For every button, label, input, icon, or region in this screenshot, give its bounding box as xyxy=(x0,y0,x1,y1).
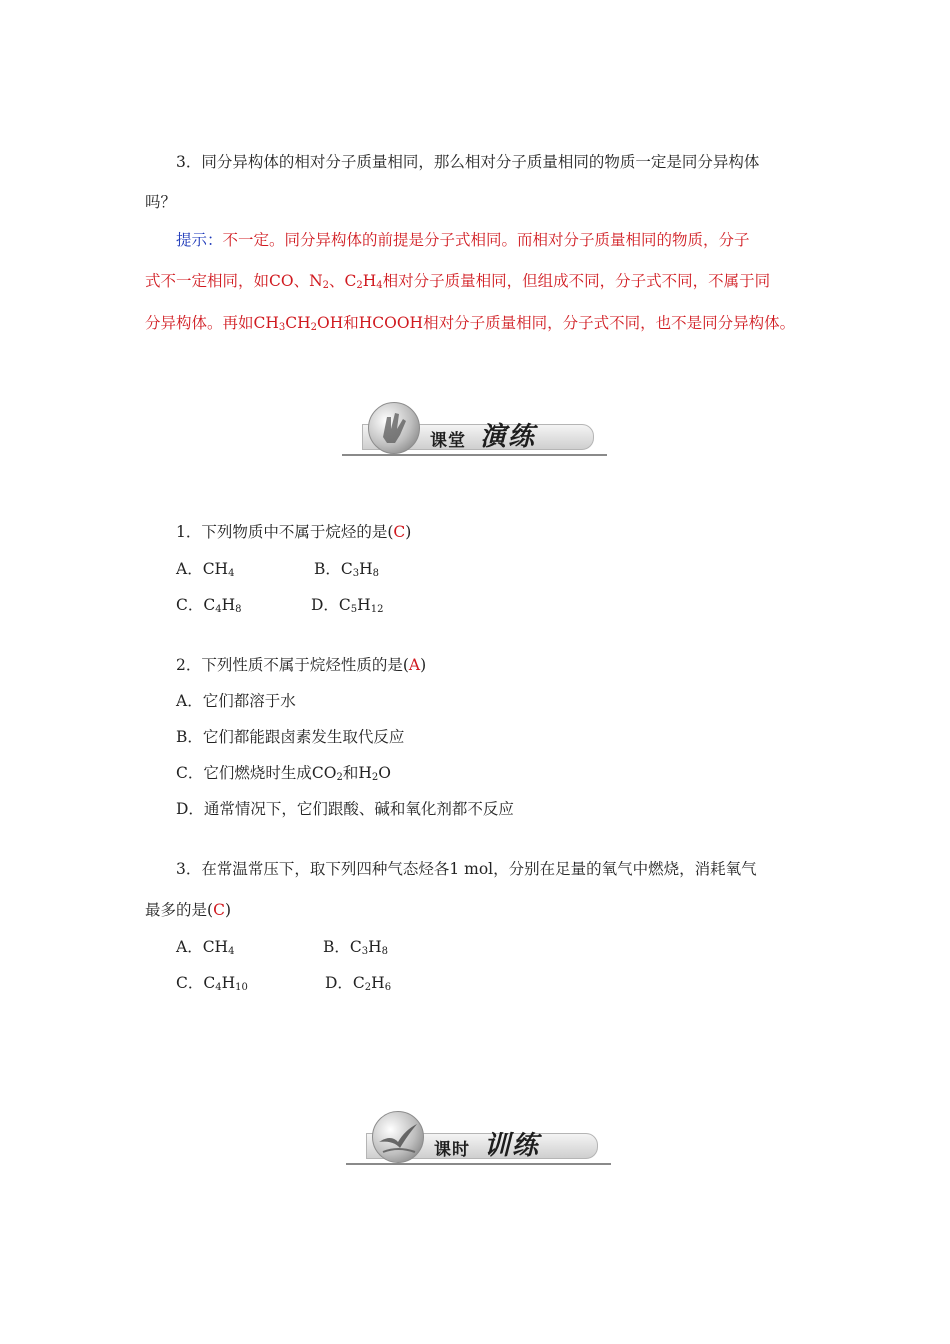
banner-2-small-text: 课时 xyxy=(434,1140,470,1160)
q3-option-b: B．$C_3H_8$ xyxy=(323,938,389,957)
q1-option-c: C．$C_4H_8$ xyxy=(176,596,242,615)
banner-1-big-text: 演练 xyxy=(480,422,537,452)
q2-answer: A xyxy=(408,656,421,674)
q3-stem-line-2: 最多的是(C) xyxy=(145,901,231,919)
section-banner-class-training xyxy=(346,1107,611,1169)
q2-option-a: A．它们都溶于水 xyxy=(176,692,296,710)
q2-option-b: B．它们都能跟卤素发生取代反应 xyxy=(176,728,405,746)
hint-line-2: 式不一定相同，如CO、$N_2$、$C_2H_4$相对分子质量相同，但组成不同，分子式不同，不属于同 xyxy=(145,272,771,291)
q3-answer: C xyxy=(213,901,225,919)
q2-option-c: C．它们燃烧时生成$CO_2$和$H_2O$ xyxy=(176,764,391,783)
q1-stem: 1．下列物质中不属于烷烃的是(C) xyxy=(176,523,412,541)
q1-option-b: B．$C_3H_8$ xyxy=(314,560,380,579)
hint-text-1: 不一定。同分异构体的前提是分子式相同。而相对分子质量相同的物质，分子 xyxy=(222,231,750,249)
question-3-line-1: 3．同分异构体的相对分子质量相同，那么相对分子质量相同的物质一定是同分异构体 xyxy=(176,153,760,171)
banner-2-big-text: 训练 xyxy=(484,1131,541,1161)
q2-option-d: D．通常情况下，它们跟酸、碱和氧化剂都不反应 xyxy=(176,800,514,818)
bird-icon xyxy=(372,1111,424,1163)
hand-icon xyxy=(368,402,420,454)
q1-option-d: D．$C_5H_{12}$ xyxy=(311,596,384,615)
q3-option-c: C．$C_4H_{10}$ xyxy=(176,974,248,993)
hint-line-1 xyxy=(176,230,750,250)
section-banner-classroom-practice xyxy=(342,398,607,460)
question-3-line-2: 吗？ xyxy=(145,193,177,211)
q2-stem: 2．下列性质不属于烷烃性质的是(A) xyxy=(176,656,427,674)
q3-stem-line-1: 3．在常温常压下，取下列四种气态烃各1 mol，分别在足量的氧气中燃烧，消耗氧气 xyxy=(176,860,757,878)
hint-line-3: 分异构体。再如$CH_3CH_2OH$和HCOOH相对分子质量相同，分子式不同，也不是同分异构体。 xyxy=(145,314,796,333)
q1-option-a: A．$CH_4$ xyxy=(176,560,235,579)
q3-option-d: D．$C_2H_6$ xyxy=(325,974,392,993)
q1-answer: C xyxy=(393,523,406,541)
hint-label: 提示： xyxy=(176,231,223,249)
banner-1-small-text: 课堂 xyxy=(430,431,466,451)
q3-option-a: A．$CH_4$ xyxy=(176,938,235,957)
